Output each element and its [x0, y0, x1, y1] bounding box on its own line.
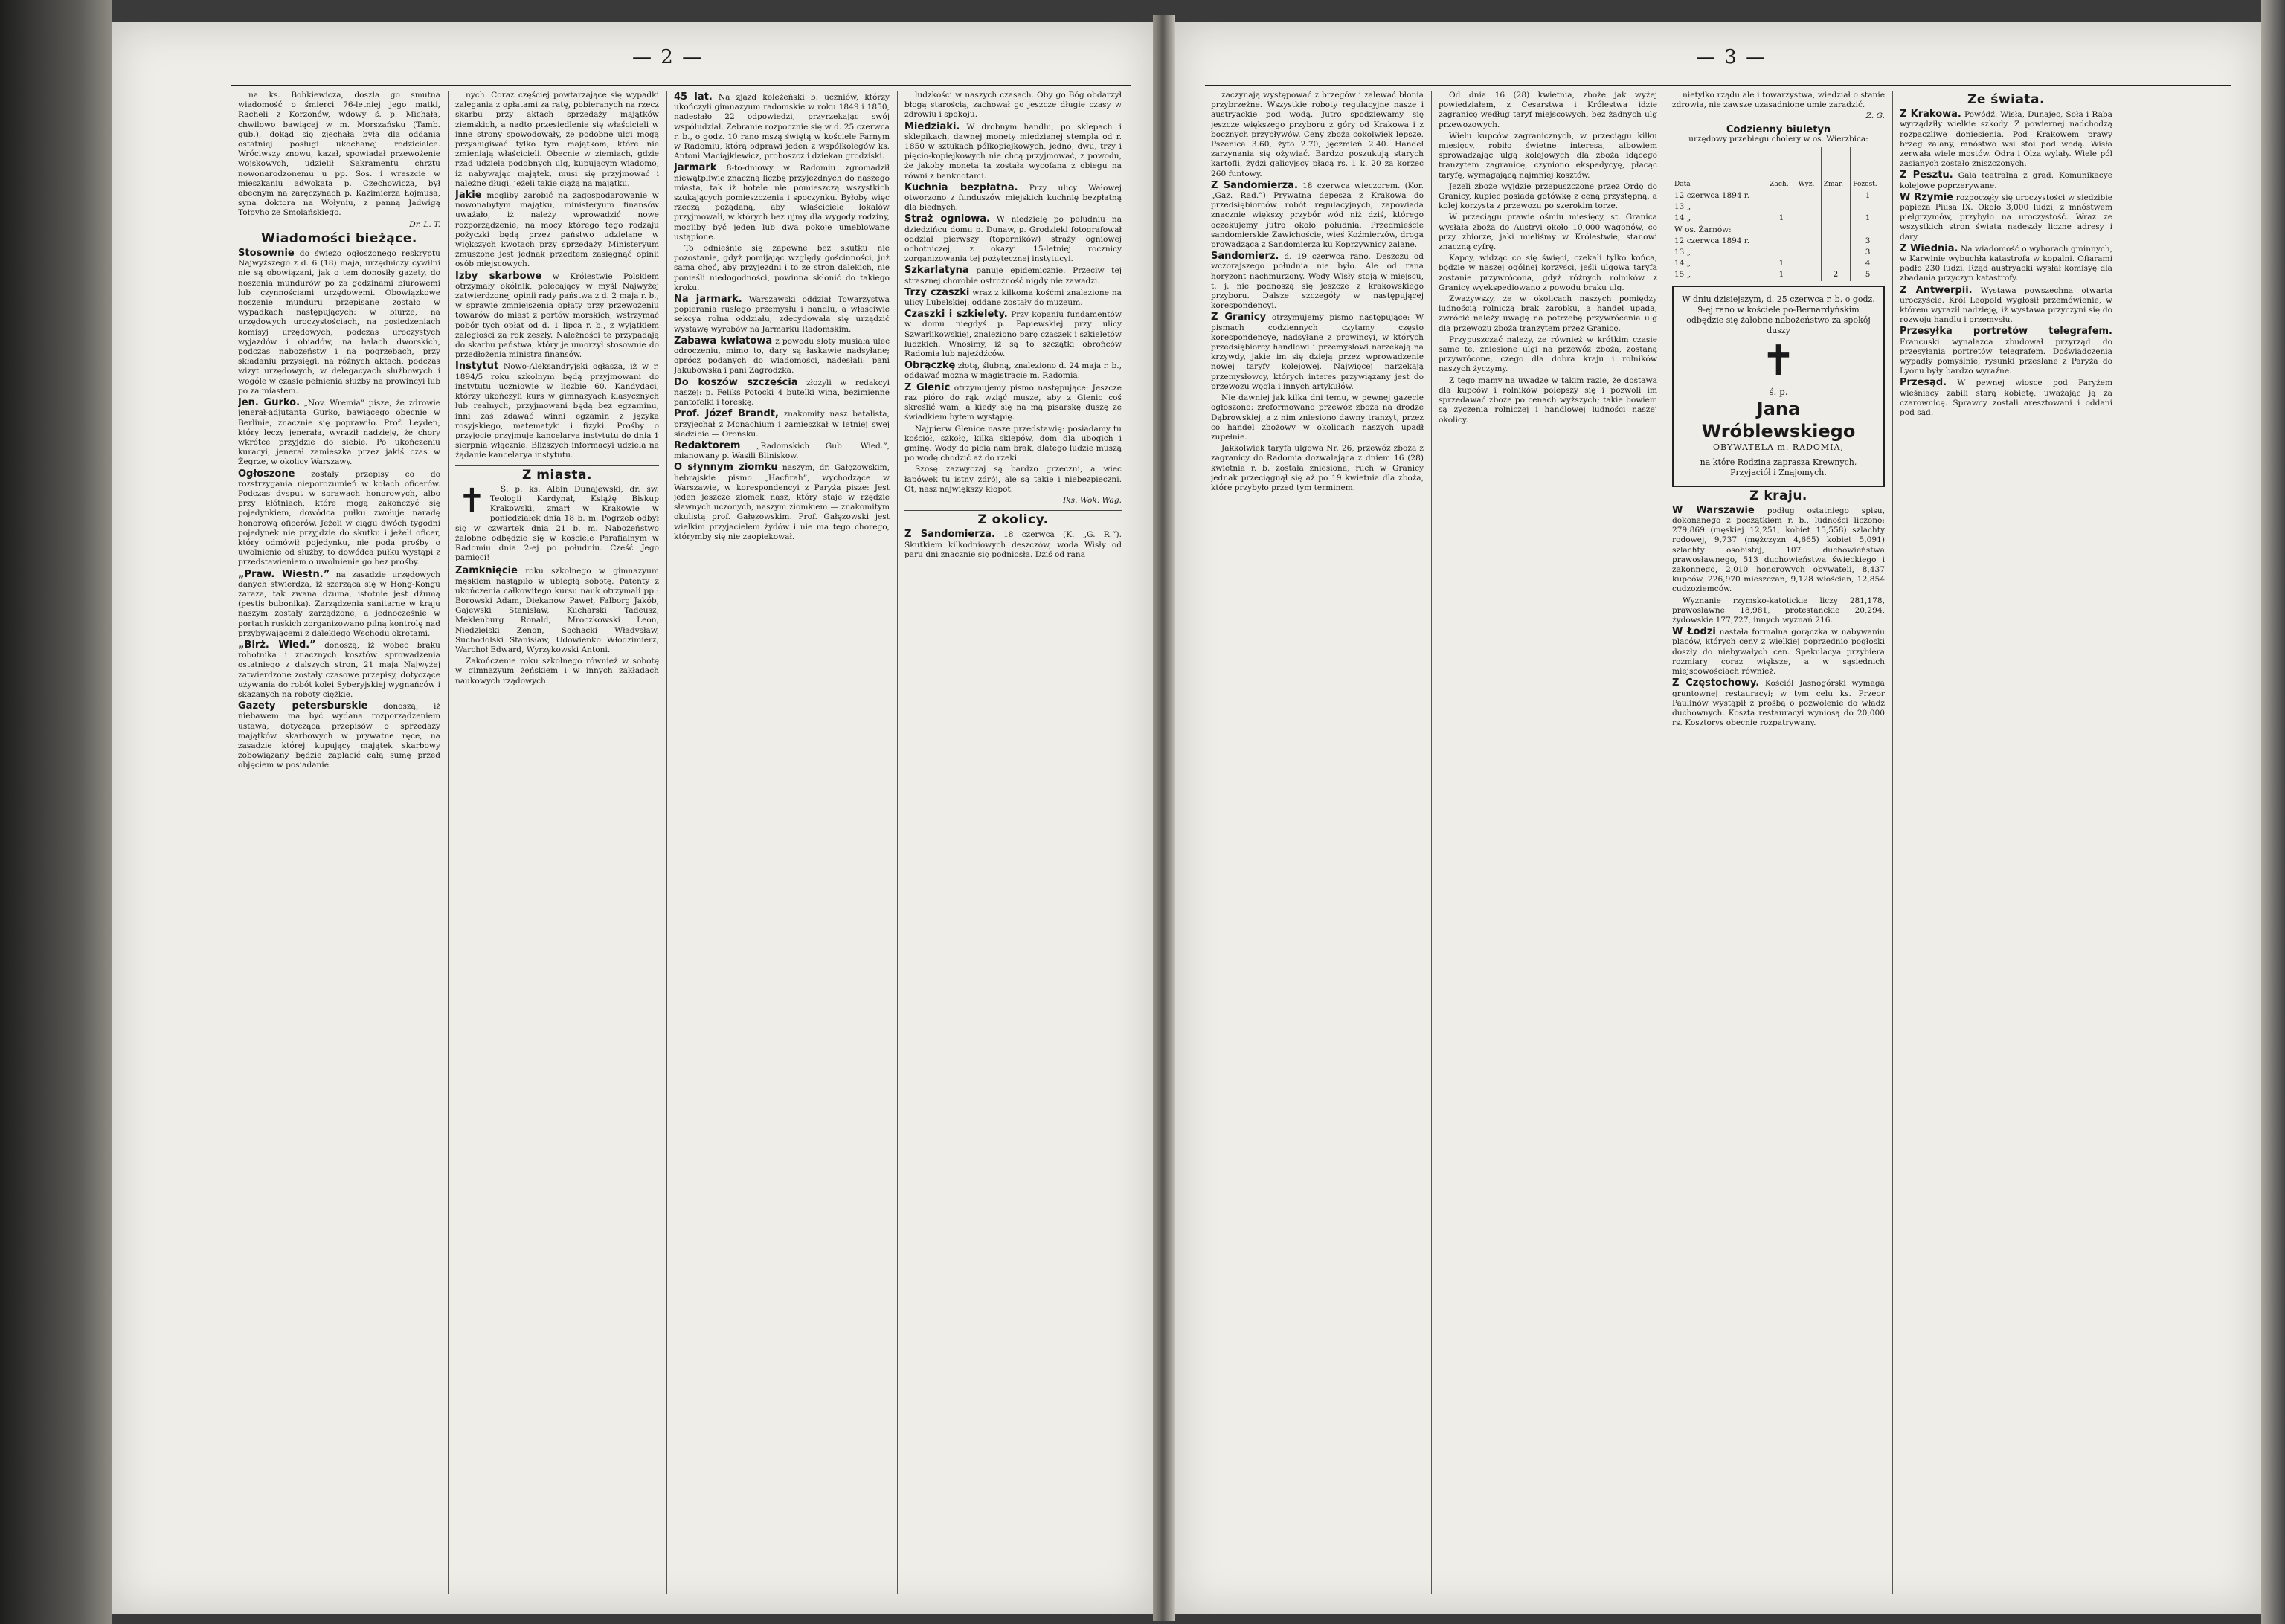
column-divider — [666, 91, 667, 1594]
section-heading: Z kraju. — [1749, 488, 1807, 503]
left-page — [112, 22, 1153, 1614]
paragraph-lead: Jarmark — [674, 162, 717, 174]
paragraph-lead: Z Pesztu. — [1900, 170, 1953, 181]
section-rule — [455, 465, 659, 466]
column-8: Ze świata. Z Krakowa. Powódź. Wisła, Dunajec, Soła i Raba wyrządziły wielkie szkody. Z powiernej nadchodzą rozpaczliwe doniesienia. Pod Krakowem prawy brzeg zalany, mnóstwo wsi stoi pod wodą. Wisła zerwała wiele mostów. Odra i Olza wylały. Wiele pól zasianych zostało zniszczonych. Z Pesztu. Gala teatralna z grad. Komunikacye kolejowe poprzerywane. W Rzymie rozpoczęły się uroczystości w siedzibie papieża Piusa IX. Około 3,000 ludzi, z mnóstwem pielgrzymów, przybyło na uroczystość. Wraz ze wszystkich stron świata nadeszły liczne adresy i dary. Z Wiednia. Na wiadomość o wyborach gminnych, w Karwinie wybuchła katastrofa w kopalni. Ofiarami padło 230 ludzi. Rząd austryacki wysłał komisyę dla zbadania przyczyn katastrofy. Z Antwerpii. Wystawa powszechna otwarta uroczyście. Król Leopold wygłosił przemówienie, w którem wyraził nadzieję, iż wystawa przyczyni się do rozwoju handlu i przemysłu. Przesyłka portretów telegrafem. Francuski wynalazca zbudował przyrząd do przesyłania portretów telegrafem. Doświadczenia wypadły pomyślnie, rysunki przesłane z Paryża do Lyonu były bardzo wyraźne. Przesąd. W pewnej wiosce pod Paryżem wieśniacy zabili starą kobietę, uważając ją za czarownicę. Sprawcy zostali aresztowani i oddani pod sąd. — [1900, 92, 2112, 418]
table-header: Zach. — [1767, 147, 1796, 190]
paragraph-lead: Jakie — [455, 190, 482, 202]
column-2: nych. Coraz częściej powtarzające się wypadki zalegania z opłatami za ratę, pobieranych na rzecz skarbu przy aktach sprzedaży majątków ziemskich, a nadto przesiedlenie się właścicieli w inne strony spowodowały, że podobne ulgi mogą przysługiwać tylko tym majątkom, które nie zmieniają właścicieli. Obecnie w ziemiach, gdzie rząd udziela podobnych ulg, kupującym wiadomo, iż nabywając majątek, musi się przyjmować i należne długi, jeżeli takie ciążą na majątku. Jakie mogliby zarobić na zagospodarowanie w nowonabytym majątku, ministeryum finansów uważało, iż należy wprowadzić nowe rozporządzenie, na mocy którego tego rodzaju pożyczki będą przez państwo udzielane w większych kwotach przy sprzedaży. Ministeryum zmuszone jest jednak przedtem zasięgnąć opinii osób miejscowych. Izby skarbowe w Królestwie Polskiem otrzymały okólnik, polecający w myśl Najwyżej zatwierdzonej opinii rady państwa z d. 2 maja r. b., w sprawie zmniejszenia opłaty przy przewożeniu towarów do miast z portów morskich, wstrzymać pobór tych opłat od d. 1 lipca r. b., z wyjątkiem zaległości za rok zeszły. Należności te przypadają do skarbu państwa, który je umorzył stosownie do przedłożenia ministra finansów. Instytut Nowo-Aleksandryjski ogłasza, iż w r. 1894/5 roku szkolnym będą przyjmowani do instytutu uczniowie w liczbie 60. Kandydaci, którzy ukończyli kurs w gimnazyach klasycznych lub realnych, przyjmowani będą bez egzaminu, inni zaś zdawać winni egzamin z języka rosyjskiego, matematyki i fizyki. Prośby o przyjęcie przyjmuje kancelarya instytutu do dnia 1 sierpnia włącznie. Bliższych informacyi udziela na żądanie kancelarya instytutu. Z miasta. ✝ Ś. p. ks. Albin Dunajewski, dr. św. Teologii Kardynał, Książę Biskup Krakowski, zmarł w Krakowie w poniedziałek dnia 18 b. m. Pogrzeb odbył się w czwartek dnia 21 b. m. Nabożeństwo żałobne odbędzie się w kościele Parafialnym w Radomiu dnia 2-ej po południu. Cześć Jego pamięci! Zamknięcie roku szkolnego w gimnazyum męskiem nastąpiło w ubiegłą sobotę. Patenty z ukończenia całkowitego kursu nauk otrzymali pp.: Borowski Adam, Diekanow Paweł, Falborg Jakób, Gajewski Stanisław, Kucharski Tadeusz, Meklenburg Ronald, Mroczkowski Leon, Niedzielski Zenon, Sochacki Władysław, Suchodolski Stanisław, Udowienko Włodzimierz, Warchoł Edward, Wyrzykowski Antoni. Zakończenie roku szkolnego również w sobotę w gimnazyum żeńskiem i w innych zakładach naukowych rządowych. — [455, 91, 659, 686]
table-row: 12 czerwca 1894 r. 3 — [1672, 236, 1885, 247]
paragraph: na ks. Bohkiewicza, doszła go smutna wiadomość o śmierci 76-letniej jego matki, Racheli z Korzonów, wdowy ś. p. Michała, chwilowo bawiącej w m. Morszańsku (Tamb. gub.), dokąd się zjechała była dla oddania ostatniej posługi ukochanej rodzicielce. Wróciwszy znowu, kazał, spowiadał przewożenie wojskowych, udzielił Sakramentu chrztu nowonarodzonemu u pp. Sos. i wreszcie w mieszkaniu adwokata p. Czechowicza, był obecnym na zaręczynach p. Kazimierza Łojmusa, syna doktora na Wołyniu, z panną Jadwigą Tołpyho ze Smolańskiego. — [238, 91, 440, 218]
paragraph-lead: Ogłoszone — [238, 468, 295, 480]
paragraph-lead: Szkarlatyna — [904, 265, 969, 277]
paragraph-lead: „Praw. Wiestn.” — [238, 568, 330, 580]
obituary-intro: W dniu dzisiejszym, d. 25 czerwca r. b. o godz. 9-ej rano w kościele po-Bernardyńskim odbędzie się żałobne nabożeństwo za spokój duszy — [1682, 294, 1875, 335]
table-row: 14 „ 1 1 — [1672, 213, 1885, 224]
paragraph-lead: W Łodzi — [1672, 626, 1716, 638]
table-row: 12 czerwca 1894 r. 1 — [1672, 190, 1885, 202]
paragraph-lead: Zamknięcie — [455, 565, 518, 577]
paragraph-lead: Redaktorem — [674, 439, 741, 451]
paragraph-lead: Z Antwerpii. — [1900, 284, 1973, 296]
section-heading: Ze świata. — [1967, 92, 2045, 107]
obituary-notice — [455, 481, 659, 564]
table-row: 14 „ 1 4 — [1672, 258, 1885, 269]
column-divider — [1431, 91, 1432, 1594]
paragraph-lead: Przesyłka portretów telegrafem. — [1900, 326, 2112, 338]
table-title: Codzienny biuletyn — [1726, 123, 1831, 135]
table-row: 15 „ 1 2 5 — [1672, 269, 1885, 280]
page-number-left: — 2 — — [632, 46, 704, 68]
page-number-right: — 3 — — [1696, 46, 1767, 68]
binding-edge-right — [2261, 0, 2285, 1624]
binding-edge-left — [0, 0, 112, 1624]
paragraph-lead: 45 lat. — [674, 91, 713, 103]
paragraph-lead: Z Granicy — [1211, 312, 1267, 323]
obituary-title: OBYWATELA m. RADOMIA, — [1713, 442, 1844, 452]
paragraph-lead: „Birż. Wied.” — [238, 639, 316, 651]
table-header: Data — [1674, 180, 1691, 188]
signature: Z. G. — [1865, 112, 1885, 121]
paragraph-lead: Kuchnia bezpłatna. — [904, 181, 1018, 193]
section-rule — [904, 510, 1122, 511]
column-5: zaczynają występować z brzegów i zalewać błonia przybrzeżne. Wszystkie roboty regulacyjne nasze i austryackie pod wodą. Jutro spodziewamy się jeszcze większego przyboru z góry od Krakowa i z bocznych przypływów. Ceny zboża cokolwiek lepsze. Pszenica 3.60, żyto 2.70, jęczmień 2.40. Handel zarzynania się ożywiać. Bardzo poszukują starych kartofli, żydzi galicyjscy płacą rs. 1 k. 20 za korzec 260 funtowy. Z Sandomierza. 18 czerwca wieczorem. (Kor. „Gaz. Rad.”) Prywatna depesza z Krakowa do przedsiębiorców robót regulacyjnych, zapowiada znacznie większy przybór wód niż dziś, którego oczekujemy jutro około południa. Przedmieście sandomierskie Zawichoście, wieś Koźmierzów, droga prowadząca z Sandomierza ku Koprzywnicy zalane. Sandomierz. d. 19 czerwca rano. Deszczu od wczorajszego południa nie było. Ale od rana horyzont nachmurzony. Wody Wisły stoją w miejscu, t. j. nie podnoszą się jeszcze z krakowskiego przyboru. Dalsze szczegóły w następującej korespondencyi. Z Granicy otrzymujemy pismo następujące: W pismach codziennych czytamy często korespondencye, nadsyłane z prowincyi, w których przedsiębiorcy handlowi i przemysłowi narzekają na krzywdy, jakie im się dzieją przez wprowadzenie nowej taryfy kolejowej. Najwięcej narzekają przemysłowcy, których interes przywiązany jest do przewozu węgla i innych artykułów. Nie dawniej jak kilka dni temu, w pewnej gazecie ogłoszono: zreformowano przewóz zboża na drodze Dąbrowskiej, a z nim zniesiono dawny tranzyt, przez co handel zbożowy w okolicach naszych upadł zupełnie. Jakkolwiek taryfa ulgowa Nr. 26, przewóz zboża z zagranicy do Radomia dozwalająca z dniem 16 (28) kwietnia r. b. została zniesiona, ruch w Granicy jednak przeciągnął się aż po 19 kwietnia dla zboża, które przybyło przed tym terminem. — [1211, 91, 1424, 492]
column-7: nietylko rządu ale i towarzystwa, wiedział o stanie zdrowia, nie zawsze uzasadnione umie zaradzić. Z. G. Codzienny biuletyn urzędowy przebiegu cholery w os. Wierzbica: Data Zach. Wyz. Zmar. Pozost. 12 czerwca 1894 r. 1 13 „ 14 „ 1 1 W os. Żarnów: 12 czerwca 1894 r. 3 13 „ 3 14 „ 1 4 15 „ 1 2 5 W dniu dzisiejszym, d. 25 czerwca r. b. o godz. 9-ej rano w kościele po-Bernardyńskim odbędzie się żałobne nabożeństwo za spokój duszy ✝ ś. p. Jana Wróblewskiego OBYWATELA m. RADOMIA, na które Rodzina zaprasza Krewnych, Przyjaciół i Znajomych. Z kraju. W Warszawie podług ostatniego spisu, dokonanego z początkiem r. b., ludności liczono: 279,869 (męskiej 12,251, kobiet 15,558) szlachty rodowej, 9,737 (mężczyzn 4,665) kobiet 5,091) szlachty osobistej, 107 duchowieństwa prawosławnego, 513 duchowieństwa świeckiego i zakonnego, 2,010 honorowych obywateli, 8,437 kupców, 226,970 mieszczan, 9,128 włościan, 12,854 cudzoziemców. Wyznanie rzymsko-katolickie liczy 281,178, prawosławne 18,981, protestanckie 20,294, żydowskie 177,727, innych wyznań 216. W Łodzi nastała formalna gorączka w nabywaniu placów, których ceny z wielkiej poprzednio pogłoski doszły do niebywałych cen. Spekulacya przybiera rozmiary coraz większe, a w sąsiednich miejscowościach również. Z Częstochowy. Kościół Jasnogórski wymaga gruntownej restauracyi; w tym celu ks. Przeor Paulinów wystąpił z prośbą o pozwolenie do władz duchownych. Koszta restauracyi wyniosą do 20,000 rs. Kosztorys obecnie rozpatrywany. — [1672, 91, 1885, 728]
cholera-table — [1672, 147, 1885, 281]
paragraph: Wielu kupców zagranicznych, w przeciągu kilku miesięcy, robiło świetne interesa, albowiem sprowadzając ulgą kolejowych dla zboża idącego tranzytem zagranicę, czyniono ekspedycyę, płacąc taryfę, wymagającą najmniej kosztów. — [1439, 131, 1657, 180]
signature: Iks. Wok. Wag. — [1063, 495, 1122, 505]
header-rule — [1205, 85, 2231, 86]
paragraph-lead: Do koszów szczęścia — [674, 376, 798, 388]
paragraph-lead: Z Częstochowy. — [1672, 677, 1760, 689]
paragraph-lead: Przesąd. — [1900, 377, 1947, 389]
paragraph: Jeżeli zboże wyjdzie przepuszczone przez Ordę do Granicy, kupiec posiada gotówkę z ceną przystępną, a kolej korzysta z przewozu po szerokim torze. — [1439, 181, 1657, 211]
column-4: ludzkości w naszych czasach. Oby go Bóg obdarzył błogą starością, zachował go jeszcze długie czasy w zdrowiu i spokoju. Miedziaki. W drobnym handlu, po sklepach i sklepikach, dawnej monety miedzianej stempla od r. 1850 w sztukach półkopiejkowych, jedno, dwu, trzy i pięcio-kopiejkowych nie chcą przyjmować, z powodu, że jakoby moneta ta została wycofana z obiegu na równi z banknotami. Kuchnia bezpłatna. Przy ulicy Wałowej otworzono z funduszów miejskich kuchnię bezpłatną dla biednych. Straż ogniowa. W niedzielę po południu na dziedzińcu domu p. Dunaw, p. Grodzieki fotografował oddział pierwszy (toporników) straży ogniowej ochotniczej, z okazyi 15-letniej rocznicy zorganizowania tej pożytecznej instytucyi. Szkarlatyna panuje epidemicznie. Przeciw tej strasznej chorobie ostrożność nigdy nie zawadzi. Trzy czaszki wraz z kilkoma kośćmi znalezione na ulicy Lubelskiej, oddane zostały do muzeum. Czaszki i szkielety. Przy kopaniu fundamentów w domu niegdyś p. Papiewskiej przy ulicy Szwarlikowskiej, znaleziono parę czaszek i szkieletów ludzkich. Wnosimy, iż są to szczątki obrońców Radomia lub najeźdźców. Obrączkę złotą, ślubną, znaleziono d. 24 maja r. b., oddawać można w magistracie m. Radomia. Z Glenic otrzymujemy pismo następujące: Jeszcze raz pióro do rąk wziąć musze, aby z Glenic coś skreślić wam, a kiedy się na mą pisarskę duszę ze świadkiem bytem wystąpię. Najpierw Glenice nasze przedstawię: posiadamy tu kościół, szkołę, kilka sklepów, dom dla ubogich i gminę. Wody do picia nam brak, dlatego ludzie muszą po wodę chodzić aż do rzeki. Szosę zazwyczaj są bardzo grzeczni, a wiec łapówek tu istny zdrój, ale są takie i niebezpieczni. Ot, nasz największy kłopot. Iks. Wok. Wag. Z okolicy. Z Sandomierza. 18 czerwca (K. „G. R.”). Skutkiem kilkodniowych deszczów, woda Wisły od paru dni znacznie się podniosła. Dziś od rana — [904, 91, 1122, 559]
column-3: 45 lat. Na zjazd koleżeński b. uczniów, którzy ukończyli gimnazyum radomskie w roku 1849 i 1850, nadesłało 22 odpowiedzi, przyrzekając swój współudział. Zebranie rozpocznie się w d. 25 czerwca r. b., o godz. 10 rano mszą świętą w kościele Farnym w Radomiu, którą odprawi jeden z współkolegów ks. Antoni Maciąjkiewicz, proboszcz i dziekan grodziski. Jarmark 8-to-dniowy w Radomiu zgromadził niewątpliwie znaczną liczbę przyjezdnych do naszego miasta, tak iż hotele nie pomieszczą wszystkich szukających pomieszczenia i spoczynku. Byłoby więc rzeczą pożądaną, aby właściciele lokalów przyjmowali, w których bez ujmy dla wygody rodziny, mogliby być jeden lub dwa pokoje umeblowane ustąpione. To odnieśnie się zapewne bez skutku nie pozostanie, gdyż pomijając względy gościnności, już sama chęć, aby przyjezdni i to ze stron dalekich, nie ponieśli niedogodności, powinna skłonić do takiego kroku. Na jarmark. Warszawski oddział Towarzystwa popierania rusłego przemysłu i handlu, a właściwie sekcya rolna oddziału, zdecydowała się urządzić wystawę wyrobów na Jarmarku Radomskim. Zabawa kwiatowa z powodu słoty musiała ulec odroczeniu, mimo to, dary są łaskawie nadsyłane; oprócz podanych do wiadomości, nadesłali: pani Jakubowska i pani Zagrodzka. Do koszów szczęścia złożyli w redakcyi naszej: p. Feliks Potocki 4 butelki wina, bezimienne pantofelki i toreskę. Prof. Józef Brandt, znakomity nasz batalista, przyjechał z Monachium i zamieszkał w letniej swej siedzibie — Orońsku. Redaktorem „Radomskich Gub. Wied.”, mianowany p. Wasili Bliniskow. O słynnym ziomku naszym, dr. Gałęzowskim, hebrajskie pismo „Hacfirah”, wychodzące w Warszawie, w korespondencyi z Paryża pisze: Jest jeden jeszcze ziomek nasz, który staje w rzędzie sławnych uczonych, naszym ziomkiem — znakomitym okulistą prof. Gałęzowskim. Prof. Gałęzowski jest wielkim przyjacielem żydów i nie ma tego chorego, którymby się nie zaopiekował. — [674, 91, 890, 541]
paragraph: zaczynają występować z brzegów i zalewać błonia przybrzeżne. Wszystkie roboty regulacyjne nasze i austryackie pod wodą. Jutro spodziewamy się jeszcze większego przyboru z góry od Krakowa i z bocznych przypływów. Ceny zboża cokolwiek lepsze. Pszenica 3.60, żyto 2.70, jęczmień 2.40. Handel zarzynania się ożywiać. Bardzo poszukują starych kartofli, żydzi galicyjscy płacą rs. 1 k. 20 za korzec 260 funtowy. — [1211, 91, 1424, 178]
paragraph-lead: Jen. Gurko. — [238, 397, 301, 409]
paragraph: nietylko rządu ale i towarzystwa, wiedział o stanie zdrowia, nie zawsze uzasadnione umie zaradzić. — [1672, 91, 1885, 110]
paragraph-lead: O słynnym ziomku — [674, 462, 778, 474]
paragraph: ludzkości w naszych czasach. Oby go Bóg obdarzył błogą starością, zachował go jeszcze długie czasy w zdrowiu i spokoju. — [904, 91, 1122, 120]
section-heading: Z okolicy. — [977, 512, 1049, 528]
paragraph: Przypuszczać należy, że również w krótkim czasie same te, zniesione ulgi na przewóz zboża, zostaną przywrócone, czego dla dobra kraju i rolników naszych życzymy. — [1439, 335, 1657, 374]
cross-icon: ✝ — [458, 481, 486, 520]
paragraph: nych. Coraz częściej powtarzające się wypadki zalegania z opłatami za ratę, pobieranych na rzecz skarbu przy aktach sprzedaży majątków ziemskich, a nadto przesiedlenie się właścicieli w inne strony spowodowały, że podobne ulgi mogą przysługiwać tylko tym majątkom, które nie zmieniają właścicieli. Obecnie w ziemiach, gdzie rząd udziela podobnych ulg, kupującym wiadomo, iż nabywając majątek, musi się przyjmować i należne długi, jeżeli takie ciążą na majątku. — [455, 91, 659, 188]
paragraph-lead: Prof. Józef Brandt, — [674, 408, 779, 420]
table-row: 13 „ 3 — [1672, 247, 1885, 258]
paragraph: W przeciągu prawie ośmiu miesięcy, st. Granica wysłała zboża do Austryi około 10,000 wagonów, co przy zbiorze, jaki mieliśmy w Królestwie, stanowi znaczną cyfrę. — [1439, 213, 1657, 252]
obituary-box — [1672, 286, 1885, 487]
paragraph-lead: Z Sandomierza. — [1211, 179, 1298, 191]
column-divider — [448, 91, 449, 1594]
paragraph-lead: W Warszawie — [1672, 504, 1755, 516]
paragraph: Nie dawniej jak kilka dni temu, w pewnej gazecie ogłoszono: zreformowano przewóz zboża na drodze Dąbrowskiej, a z nim zniesiono dawny tranzyt, przez co handel zbożowy w okolicach naszych upadł zupełnie. — [1211, 393, 1424, 442]
paragraph: Najpierw Glenice nasze przedstawię: posiadamy tu kościół, szkołę, kilka sklepów, dom dla ubogich i gminę. Wody do picia nam brak, dlatego ludzie muszą po wodę chodzić aż do rzeki. — [904, 424, 1122, 463]
paragraph: Szosę zazwyczaj są bardzo grzeczni, a wiec łapówek tu istny zdrój, ale są takie i niebezpieczni. Ot, nasz największy kłopot. — [904, 465, 1122, 494]
paragraph-lead: Gazety petersburskie — [238, 700, 368, 712]
paragraph-lead: Czaszki i szkielety. — [904, 309, 1008, 320]
signature: Dr. L. T. — [409, 219, 440, 229]
obituary-sp: ś. p. — [1769, 386, 1788, 397]
paragraph-lead: W Rzymie — [1900, 191, 1954, 203]
paragraph: To odnieśnie się zapewne bez skutku nie pozostanie, gdyż pomijając względy gościnności, już sama chęć, aby przyjezdni i to ze stron dalekich, nie ponieśli niedogodności, powinna skłonić do takiego kroku. — [674, 244, 890, 292]
paragraph-lead: Z Sandomierza. — [904, 529, 995, 541]
paragraph: Z tego mamy na uwadze w takim razie, że dostawa dla kupców i rolników polepszy się i pozwoli im sprzedawać zboże po cenach wyższych; takie bowiem są życzenia rolniczej i handlowej ludności naszej okolicy. — [1439, 376, 1657, 425]
cross-icon: ✝ — [1761, 336, 1796, 385]
column-divider — [897, 91, 898, 1594]
section-heading: Z miasta. — [522, 467, 592, 483]
table-subtitle: urzędowy przebiegu cholery w os. Wierzbica: — [1688, 134, 1868, 144]
paragraph: Kapcy, widząc co się święci, czekali tylko końca, będzie w naszej ogólnej korzyści, jeśli ulgowa taryfa zostanie przywrócona, gdyż różnych rolników z Granicy wyekspediowano z powodu braku ulg. — [1439, 254, 1657, 292]
header-rule — [231, 85, 1131, 86]
paragraph-lead: Miedziaki. — [904, 120, 960, 132]
paragraph-lead: Zabawa kwiatowa — [674, 335, 773, 347]
book-spine — [1153, 15, 1175, 1621]
paragraph-lead: Obrączkę — [904, 360, 956, 372]
paragraph-lead: Z Krakowa. — [1900, 109, 1961, 120]
table-row: W os. Żarnów: — [1672, 225, 1885, 236]
paragraph-lead: Instytut — [455, 361, 499, 373]
column-6 — [1439, 91, 1657, 1599]
paragraph-lead: Straż ogniowa. — [904, 213, 990, 225]
paragraph: Zważywszy, że w okolicach naszych pomiędzy ludnością rolniczą brak zarobku, a handel upada, zwrócić należy uwagę na potrzebę przywrócenia ulg dla przewozu zboża tranzytem przez Granicę. — [1439, 294, 1657, 333]
table-header: Pozost. — [1851, 147, 1885, 190]
obituary-name: Jana Wróblewskiego — [1701, 398, 1856, 442]
obituary-outro: na które Rodzina zaprasza Krewnych, Przyjaciół i Znajomych. — [1700, 457, 1857, 477]
paragraph: Wyznanie rzymsko-katolickie liczy 281,178, prawosławne 18,981, protestanckie 20,294, żydowskie 177,727, innych wyznań 216. — [1672, 596, 1885, 625]
paragraph-lead: Stosownie — [238, 248, 295, 260]
column-divider — [1892, 91, 1893, 1594]
paragraph-lead: Z Wiednia. — [1900, 242, 1958, 254]
table-header-row — [1672, 147, 1885, 190]
column-1: na ks. Bohkiewicza, doszła go smutna wiadomość o śmierci 76-letniej jego matki, Racheli z Korzonów, wdowy ś. p. Michała, chwilowo bawiącej w m. Morszańsku (Tamb. gub.), dokąd się zjechała była dla oddania ostatniej posługi ukochanej rodzicielce. Wróciwszy znowu, kazał, spowiadał przewożenie wojskowych, udzielił Sakramentu chrztu nowonarodzonemu u pp. Sos. i wreszcie w mieszkaniu adwokata p. Czechowicza, był obecnym na zaręczynach p. Kazimierza Łojmusa, syna doktora na Wołyniu, z panną Jadwigą Tołpyho ze Smolańskiego. Dr. L. T. Wiadomości bieżące. Stosownie do świeżo ogłoszonego reskryptu Najwyższego z d. 6 (18) maja, urzędniczy cywilni nie są obowiązani, jak o tem donosiły gazety, do noszenia mundurów po za godzinami biurowemi lub czynnościami urzędowemi. Obowiązkowe noszenie munduru przepisane zostało w wypadkach następujących: w biurze, na urzędowych uroczystościach, na posiedzeniach komisyj urzędowych, podczas uroczystych wyjazdów i obiadów, na balach dworskich, podczas nabożeństw i na pogrzebach, przy składaniu przysięgi, na różnych aktach, podczas wizyt urzędowych, w delegacyach służbowych i wogóle w czasie pełnienia służby na prowincyi lub po za miastem. Jen. Gurko. „Nov. Wremia” pisze, że zdrowie jenerał-adjutanta Gurko, bawiącego obecnie w Berlinie, znacznie się poprawiło. Prof. Leyden, który leczy jenerała, wyraził nadzieję, że chory wkrótce przyjdzie do siebie. Po ukończeniu kuracyi, jenerał zamieszka przez jakiś czas w Żegrze, w okolicy Warszawy. Ogłoszone zostały przepisy co do rozstrzygania nieporozumień w kołach oficerów. Podczas dysput w sprawach honorowych, albo przy kłótniach, które mogą zakończyć się pojedynkiem, dowódca pułku zwołuje naradę honorową oficerów. Jeżeli w ciągu dwóch tygodni pojedynek nie przyjdzie do skutku i jeżeli oficer, który odmówił pojedynku, nie poda prośby o uwolnienie od służby, to dowódca pułku wystąpi z przedstawieniem o uwolnienie go bez prośby. „Praw. Wiestn.” na zasadzie urzędowych danych stwierdza, iż szerząca się w Hong-Kongu zaraza, tak zwana dżuma, istotnie jest dżumą (pestis bubonika). Zarządzenia sanitarne w kraju naszym zostały zarządzone, a jednocześnie w portach ruskich zorganizowano pilną kontrolę nad przybywającemi z dalekiego Wschodu okrętami. „Birż. Wied.” donoszą, iż wobec braku robotnika i znacznych kosztów sprowadzenia ostatniego z dalszych stron, 21 maja Najwyżej zatwierdzone zostały czasowe przepisy, dotyczące używania do robót kolei Syberyjskiej wygnańców i skazanych na roboty ciężkie. Gazety petersburskie donoszą, iż niebawem ma być wydana rozporządzeniem ustawa, dotycząca przepisów o sprzedaży majątków skarbowych w prywatne ręce, na zasadzie której kupujący majątek skarbowy zobowiązany będzie zapłacić całą sumę przed objęciem w posiadanie. — [238, 91, 440, 770]
right-page — [1175, 22, 2261, 1614]
paragraph-lead: Na jarmark. — [674, 294, 742, 306]
paragraph-lead: Trzy czaszki — [904, 286, 970, 298]
table-header: Zmar. — [1821, 147, 1851, 190]
table-row: 13 „ — [1672, 202, 1885, 213]
paragraph-lead: Z Glenic — [904, 381, 951, 393]
paragraph-lead: Sandomierz. — [1211, 251, 1279, 262]
section-heading: Wiadomości bieżące. — [261, 231, 417, 246]
paragraph: Jakkolwiek taryfa ulgowa Nr. 26, przewóz zboża z zagranicy do Radomia dozwalająca z dniem 16 (28) kwietnia r. b. została zniesiona, ruch w Granicy jednak przeciągnął się aż po 19 kwietnia dla zboża, które przybyło przed tym terminem. — [1211, 444, 1424, 492]
paragraph: Od dnia 16 (28) kwietnia, zboże jak wyżej powiedziałem, z Cesarstwa i Królestwa idzie zagranicę według taryf miejscowych, bez żadnych ulg przewozowych. — [1439, 91, 1657, 129]
paragraph: Ś. p. ks. Albin Dunajewski, dr. św. Teologii Kardynał, Książę Biskup Krakowski, zmarł w Krakowie w poniedziałek dnia 18 b. m. Pogrzeb odbył się w czwartek dnia 21 b. m. Nabożeństwo żałobne odbędzie się w kościele Parafialnym w Radomiu dnia 2-ej po południu. Cześć Jego pamięci! — [455, 484, 659, 563]
paragraph-lead: Izby skarbowe — [455, 270, 542, 282]
paragraph: Zakończenie roku szkolnego również w sobotę w gimnazyum żeńskiem i w innych zakładach naukowych rządowych. — [455, 657, 659, 686]
table-header: Wyz. — [1796, 147, 1821, 190]
